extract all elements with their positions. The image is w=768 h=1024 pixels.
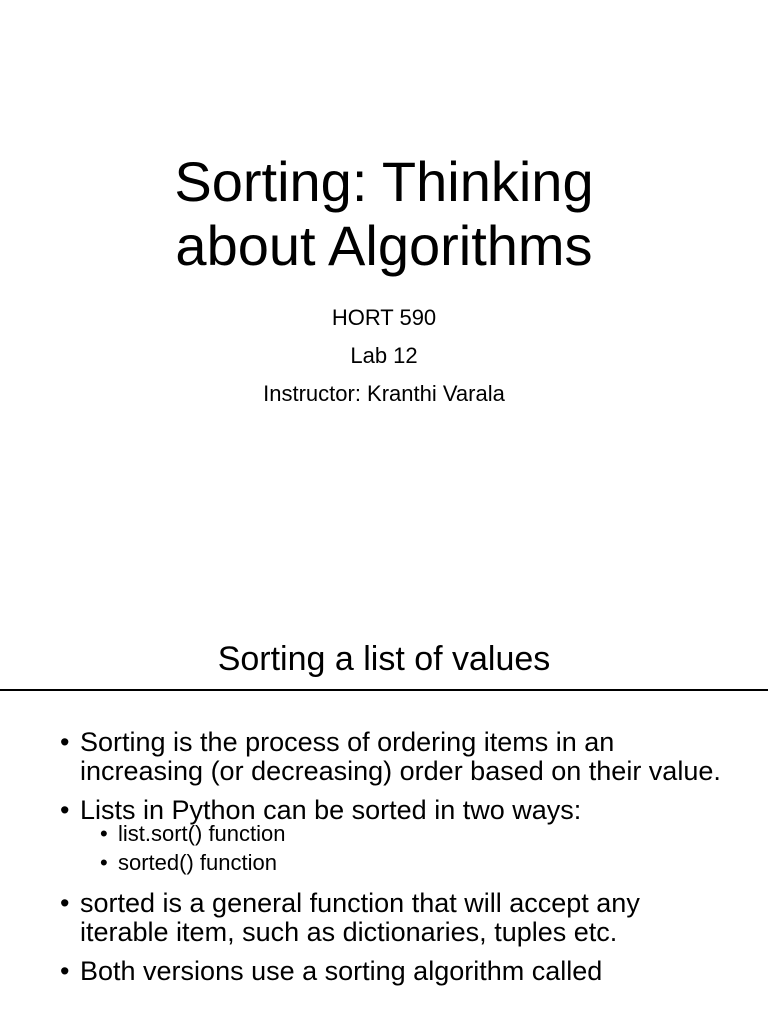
sub-bullet-list (0, 819, 768, 877)
bullet-item: • Sorting is the process of ordering items in an increasing (or decreasing) order based on their value. (0, 728, 768, 786)
sub-bullet-item: • sorted() function (0, 848, 768, 877)
slide-divider (0, 689, 768, 691)
bullet-list (0, 728, 768, 996)
bullet-item: • sorted is a general function that will accept any iterable item, such as dictionaries, tuples etc. (0, 889, 768, 947)
sub-bullet-item: • list.sort() function (0, 819, 768, 848)
lab-number: Lab 12 (350, 343, 418, 368)
bullet-item: • Lists in Python can be sorted in two ways: (0, 796, 768, 825)
slide-2-title: Sorting a list of values (217, 640, 551, 678)
title-line-1: Sorting: Thinking (174, 150, 594, 213)
instructor-name: Instructor: Kranthi Varala (263, 381, 505, 406)
title-line-2: about Algorithms (175, 214, 593, 277)
slide-title (0, 150, 768, 278)
bullet-item: • Both versions use a sorting algorithm called (0, 957, 768, 986)
course-code: HORT 590 (331, 305, 437, 330)
sub-bullet-container (0, 819, 768, 877)
